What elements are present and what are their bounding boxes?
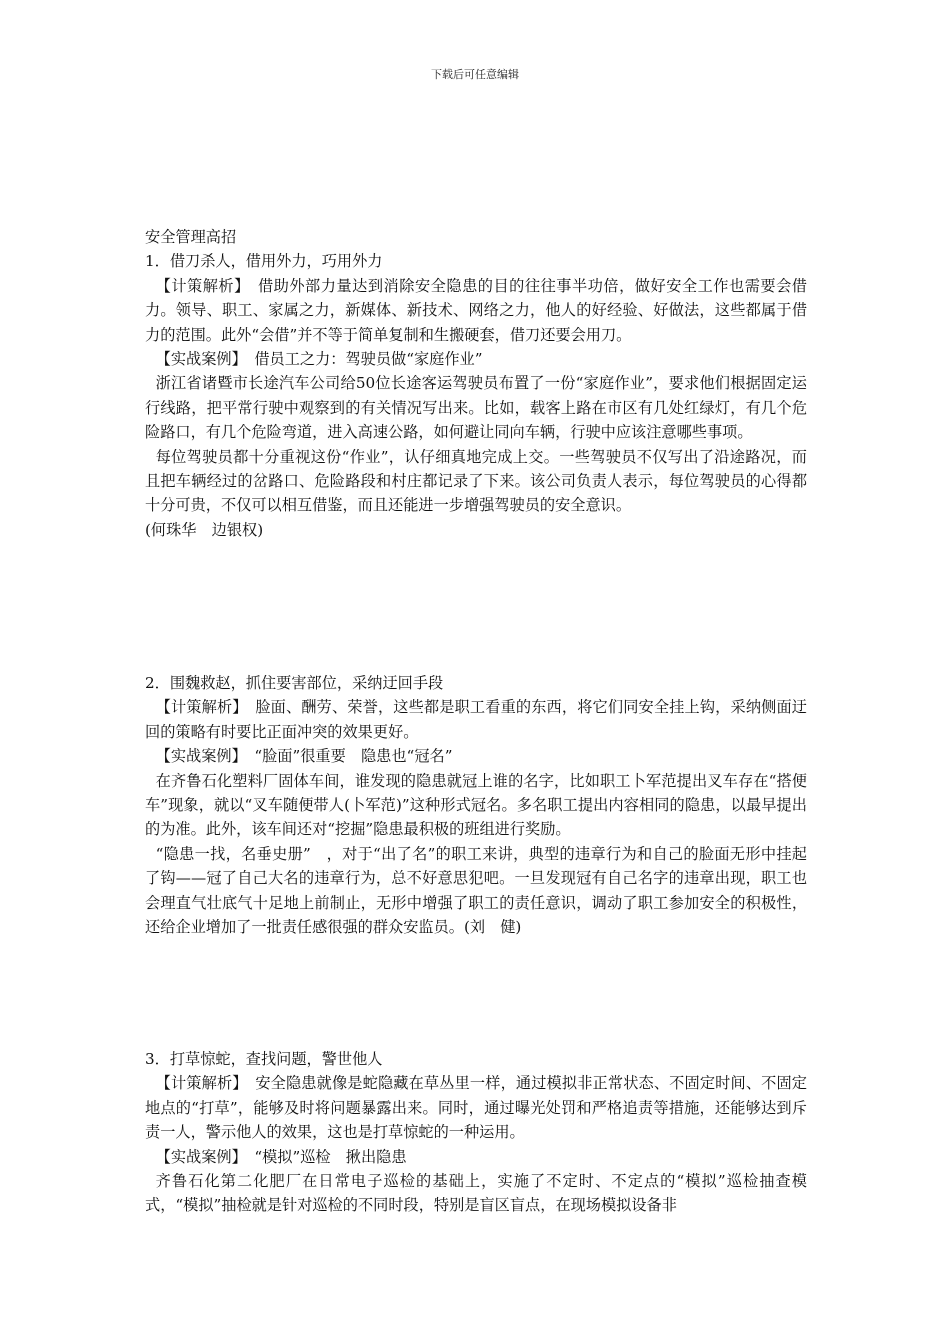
case-paragraph: 浙江省诸暨市长途汽车公司给50位长途客运驾驶员布置了一份“家庭作业”，要求他们根据固定运行线路，把平常行驶中观察到的有关情况写出来。比如，载客上路在市区有几处红绿灯，有几个危险路口，有几个危险弯道，进入高速公路，如何避让同向车辆，行驶中应该注意哪些事项。 bbox=[145, 374, 807, 442]
section-2 bbox=[145, 671, 807, 939]
strategy-analysis: 【计策解析】 安全隐患就像是蛇隐藏在草丛里一样，通过模拟非正常状态、不固定时间、不固定地点的“打草”，能够及时将问题暴露出来。同时，通过曝光处罚和严格追责等措施，还能够达到斥责一人，警示他人的效果，这也是打草惊蛇的一种运用。 bbox=[145, 1074, 807, 1142]
section-1 bbox=[145, 225, 807, 542]
page-header: 下载后可任意编辑 bbox=[431, 68, 519, 81]
section-heading: 3．打草惊蛇，查找问题，警世他人 bbox=[145, 1050, 383, 1068]
case-paragraph: 在齐鲁石化塑料厂固体车间，谁发现的隐患就冠上谁的名字，比如职工卜军范提出叉车存在“搭便车”现象，就以“叉车随便带人(卜军范)”这种形式冠名。多名职工提出内容相同的隐患，以最早提出的为准。此外，该车间还对“挖掘”隐患最积极的班组进行奖励。 bbox=[145, 771, 807, 839]
section-heading: 2．围魏救赵，抓住要害部位，采纳迂回手段 bbox=[145, 674, 444, 692]
section-3 bbox=[145, 1047, 807, 1218]
document-title: 安全管理高招 bbox=[145, 228, 237, 246]
case-paragraph: 每位驾驶员都十分重视这份“作业”，认仔细真地完成上交。一些驾驶员不仅写出了沿途路况，而且把车辆经过的岔路口、危险路段和村庄都记录了下来。该公司负责人表示，每位驾驶员的心得都十分可贵，不仅可以相互借鉴，而且还能进一步增强驾驶员的安全意识。 bbox=[145, 447, 807, 515]
author-line: (何珠华 边银权) bbox=[145, 520, 264, 539]
strategy-analysis: 【计策解析】 脸面、酬劳、荣誉，这些都是职工看重的东西，将它们同安全挂上钩，采纳侧面迂回的策略有时要比正面冲突的效果更好。 bbox=[145, 698, 807, 741]
case-title: 【实战案例】 “脸面”很重要 隐患也“冠名” bbox=[155, 747, 453, 766]
section-heading: 1．借刀杀人，借用外力，巧用外力 bbox=[145, 252, 383, 271]
strategy-analysis: 【计策解析】 借助外部力量达到消除安全隐患的目的往往事半功倍，做好安全工作也需要会借力。领导、职工、家属之力，新媒体、新技术、网络之力，他人的好经验、好做法，这些都属于借力的范围。此外“会借”并不等于简单复制和生搬硬套，借刀还要会用刀。 bbox=[145, 276, 807, 344]
case-title: 【实战案例】 借员工之力：驾驶员做“家庭作业” bbox=[155, 350, 483, 369]
case-paragraph: 齐鲁石化第二化肥厂在日常电子巡检的基础上，实施了不定时、不定点的“模拟”巡检抽查模式，“模拟”抽检就是针对巡检的不同时段，特别是盲区盲点，在现场模拟设备非 bbox=[145, 1172, 807, 1215]
case-paragraph: “隐患一找，名垂史册” ，对于“出了名”的职工来讲，典型的违章行为和自己的脸面无形中挂起了钩——冠了自己大名的违章行为，总不好意思犯吧。一旦发现冠有自己名字的违章出现，职工也会理直气壮底气十足地上前制止，无形中增强了职工的责任意识，调动了职工参加安全的积极性，还给企业增加了一批责任感很强的群众安监员。(刘 健) bbox=[145, 844, 807, 937]
case-title: 【实战案例】 “模拟”巡检 揪出隐患 bbox=[155, 1147, 407, 1166]
